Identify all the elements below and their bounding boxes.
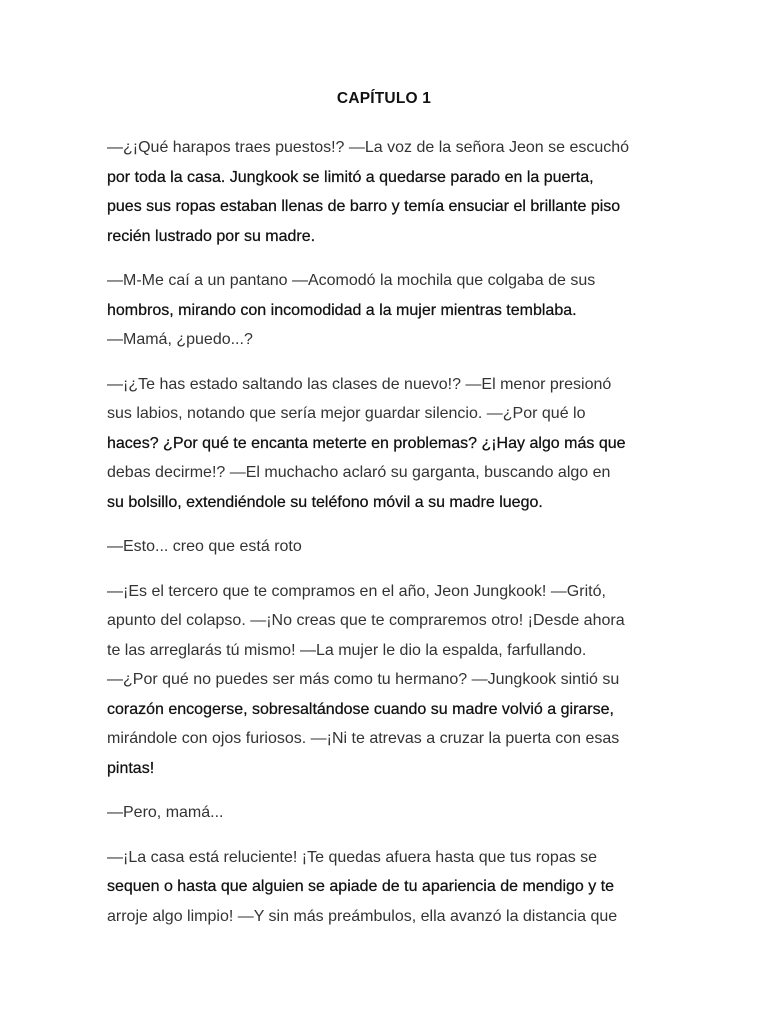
paragraph	[107, 133, 677, 251]
document-body	[107, 133, 677, 946]
text-line: arroje algo limpio! —Y sin más preámbulos, ella avanzó la distancia que	[107, 907, 618, 925]
text-line: recién lustrado por su madre.	[107, 227, 316, 245]
text-line: —Pero, mamá...	[107, 804, 224, 821]
text-line: —Esto... creo que está roto	[107, 538, 302, 555]
text-line: —¡Es el tercero que te compramos en el año, Jeon Jungkook! —Gritó,	[107, 582, 606, 600]
paragraph	[107, 370, 677, 518]
text-line: sus labios, notando que sería mejor guardar silencio. —¿Por qué lo	[107, 405, 586, 422]
text-line: haces? ¿Por qué te encanta meterte en problemas? ¿¡Hay algo más que	[107, 434, 626, 452]
paragraph	[107, 266, 677, 355]
text-line: pintas!	[107, 759, 155, 777]
text-line: —¿Por qué no puedes ser más como tu hermano? —Jungkook sintió su	[107, 671, 620, 688]
paragraph	[107, 577, 677, 784]
text-line: hombros, mirando con incomodidad a la mujer mientras temblaba.	[107, 301, 577, 319]
text-line: —Mamá, ¿puedo...?	[107, 331, 253, 348]
text-line: te las arreglarás tú mismo! —La mujer le dio la espalda, farfullando.	[107, 641, 587, 659]
text-line: sequen o hasta que alguien se apiade de tu apariencia de mendigo y te	[107, 878, 615, 895]
text-line: corazón encogerse, sobresaltándose cuando su madre volvió a girarse,	[107, 700, 614, 718]
text-line: —¿¡Qué harapos traes puestos!? —La voz de la señora Jeon se escuchó	[107, 139, 630, 156]
chapter-title: CAPÍTULO 1	[336, 90, 432, 107]
text-line: mirándole con ojos furiosos. —¡Ni te atrevas a cruzar la puerta con esas	[107, 730, 620, 747]
text-line: por toda la casa. Jungkook se limitó a quedarse parado en la puerta,	[107, 168, 594, 186]
paragraph	[107, 532, 677, 562]
text-line: —¡La casa está reluciente! ¡Te quedas afuera hasta que tus ropas se	[107, 848, 598, 866]
text-line: pues sus ropas estaban llenas de barro y temía ensuciar el brillante piso	[107, 198, 621, 215]
text-line: su bolsillo, extendiéndole su teléfono móvil a su madre luego.	[107, 493, 543, 511]
text-line: debas decirme!? —El muchacho aclaró su garganta, buscando algo en	[107, 464, 611, 481]
paragraph	[107, 843, 677, 932]
text-line: —M-Me caí a un pantano —Acomodó la mochila que colgaba de sus	[107, 272, 596, 289]
text-line: apunto del colapso. —¡No creas que te compraremos otro! ¡Desde ahora	[107, 612, 625, 629]
paragraph	[107, 798, 677, 828]
text-line: —¡¿Te has estado saltando las clases de nuevo!? —El menor presionó	[107, 375, 612, 393]
